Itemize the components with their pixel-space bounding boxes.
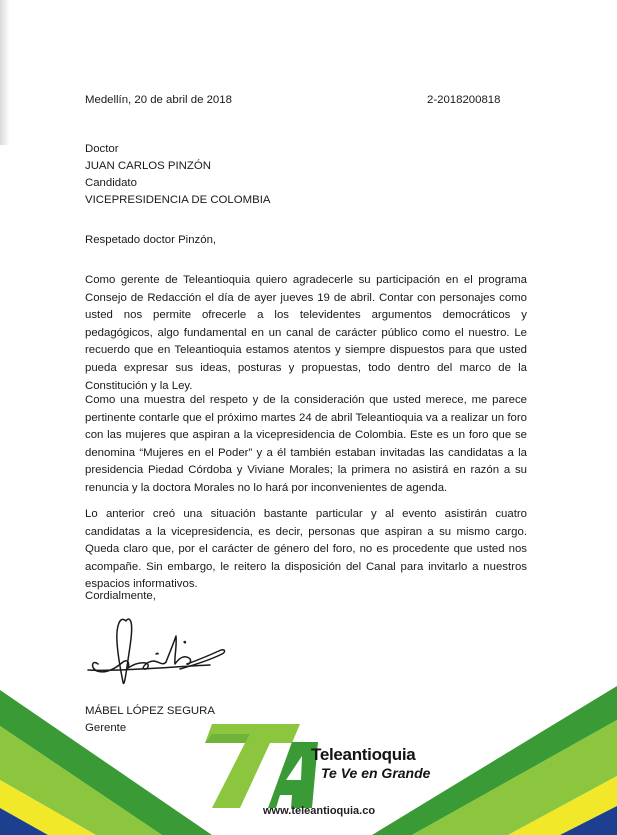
closing: Cordialmente, (85, 590, 156, 602)
signer-position: Gerente (85, 722, 127, 734)
recipient-title: Doctor (85, 143, 119, 155)
website-link[interactable]: www.teleantioquia.co (263, 805, 376, 817)
greeting: Respetado doctor Pinzón, (85, 234, 217, 246)
brand-slogan: Te Ve en Grande (321, 765, 431, 781)
ta-logo-mark (205, 724, 318, 808)
reference-number: 2-2018200818 (427, 94, 501, 106)
body-paragraph-1: Como gerente de Teleantioquia quiero agradecerle su participación en el programa Consejo de Redacción el día de ayer jueves 19 de abril. Contar con personajes como usted nos permite ofrecerle a los televidentes argumentos democráticos y pedagógicos, algo fundamental en un canal de carácter público como el nuestro. Le recuerdo que en Teleantioquia estamos atentos y siempre dispuestos para que usted pueda expresar sus ideas, posturas y propuestas, todo dentro del marco de la Constitución y la Ley. (85, 274, 527, 392)
signer-name: MÁBEL LÓPEZ SEGURA (85, 705, 215, 717)
recipient-role: Candidato (85, 177, 137, 189)
brand-name: Teleantioquia (311, 745, 416, 764)
body-paragraph-3: Lo anterior creó una situación bastante particular y al evento asistirán cuatro candidatas a la vicepresidencia, es decir, personas que aspiran a su mismo cargo. Queda claro que, por el carácter de género del foro, no es procedente que usted nos acompañe. Sin embargo, le reitero la disposición del Canal para invitarlo a nuestros espacios informativos. (85, 508, 527, 591)
recipient-office: VICEPRESIDENCIA DE COLOMBIA (85, 194, 271, 206)
page-edge-shadow (0, 0, 10, 145)
letter-date: Medellín, 20 de abril de 2018 (85, 94, 232, 106)
recipient-name: JUAN CARLOS PINZÓN (85, 160, 211, 172)
body-paragraph-2: Como una muestra del respeto y de la consideración que usted merece, me parece pertinente contarle que el próximo martes 24 de abril Teleantioquia va a realizar un foro con las mujeres que aspiran a la vicepresidencia de Colombia. Este es un foro que se denomina “Mujeres en el Poder” y a él también estaban invitadas las candidatas a la presidencia Piedad Córdoba y Viviane Morales; la primera no asistirá en razón a su renuncia y la doctora Morales no lo hará por inconvenientes de agenda. (85, 394, 527, 494)
